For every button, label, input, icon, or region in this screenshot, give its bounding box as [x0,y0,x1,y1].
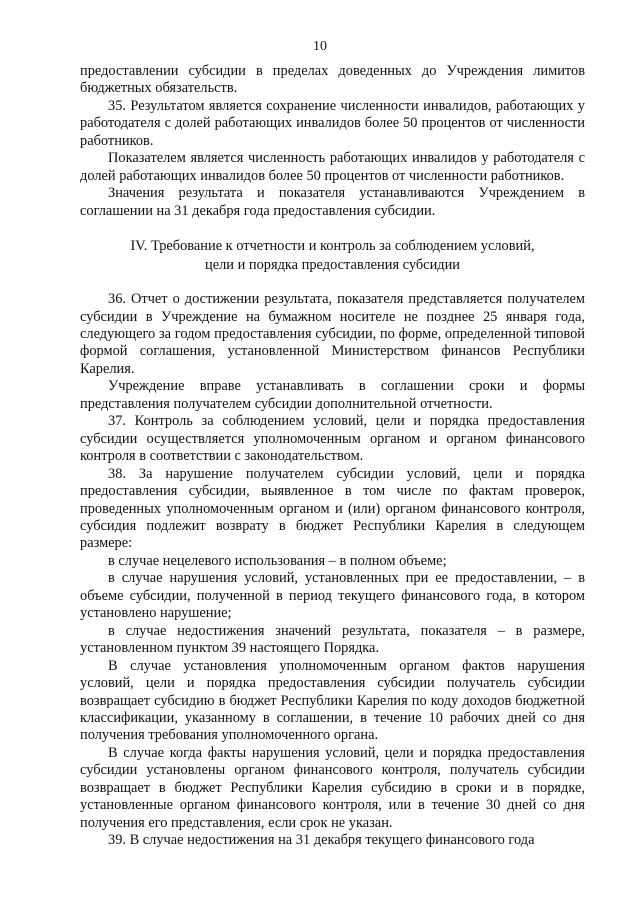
paragraph-misuse: в случае нецелевого использования – в полном объеме; [108,552,447,569]
paragraph-35-result: 35. Результатом является сохранение численности инвалидов, работающих у работодателя с долей работающих инвалидов более 50 процентов от численности работников. [80,97,585,149]
paragraph-additional-reporting: Учреждение вправе устанавливать в соглашении сроки и формы представления получателем субсидии дополнительной отчетности. [80,378,585,412]
section-heading-line-2: цели и порядка предоставления субсидии [205,256,460,273]
section-heading [80,237,585,274]
document-body [80,63,585,850]
paragraph-financial-control: В случае когда факты нарушения условий, цели и порядка предоставления субсидии установлены органом финансового контроля, получатель субсидии возвращает в бюджет Республики Карелия субсидию в сроки и в порядке, установленные органом финансового контроля, или в течение 30 дней со дня получения его представления, если срок не указан. [80,744,585,831]
paragraph-37-control: 37. Контроль за соблюдением условий, цели и порядка предоставления субсидии осуществляется уполномоченным органом и органом финансового контроля в соответствии с законодательством. [80,413,585,465]
page-number: 10 [313,39,327,54]
paragraph-36-report: 36. Отчет о достижении результата, показателя представляется получателем субсидии в Учреждение на бумажном носителе не позднее 25 января года, следующего за годом предоставления субсидии, по форме, определенной типовой формой соглашения, установленной Министерством финансов Республики Карелия. [80,291,585,377]
paragraph-39-start: 39. В случае недостижения на 31 декабря текущего финансового года [108,832,535,849]
paragraph-values: Значения результата и показателя устанавливаются Учреждением в соглашении на 31 декабря года предоставления субсидии. [80,185,585,219]
paragraph-not-achieved: в случае недостижения значений результата, показателя – в размере, установленном пунктом 39 настоящего Порядка. [80,622,585,657]
paragraph-indicator: Показателем является численность работающих инвалидов у работодателя с долей работающих инвалидов более 50 процентов от численности работников. [80,150,585,184]
paragraph-conditions-breach: в случае нарушения условий, установленных при ее предоставлении, – в объеме субсидии, полученной в период текущего финансового года, в котором установлено нарушение; [80,570,585,622]
paragraph-authorized-body: В случае установления уполномоченным органом фактов нарушения условий, цели и порядка предоставления субсидии получатель субсидии возвращает субсидию в бюджет Республики Карелия по коду доходов бюджетной классификации, указанному в соглашении, в течение 10 рабочих дней со дня получения требования уполномоченного органа. [80,657,585,744]
paragraph-continuation: предоставлении субсидии в пределах доведенных до Учреждения лимитов бюджетных обязательств. [80,63,585,97]
paragraph-38-violation: 38. За нарушение получателем субсидии условий, цели и порядка предоставления субсидии, выявленное в том числе по фактам проверок, проведенных уполномоченным органом и (или) органом финансового контроля, субсидия подлежит возврату в бюджет Республики Карелия в следующем размере: [80,465,585,552]
section-heading-line-1: IV. Требование к отчетности и контроль за соблюдением условий, [130,238,535,255]
